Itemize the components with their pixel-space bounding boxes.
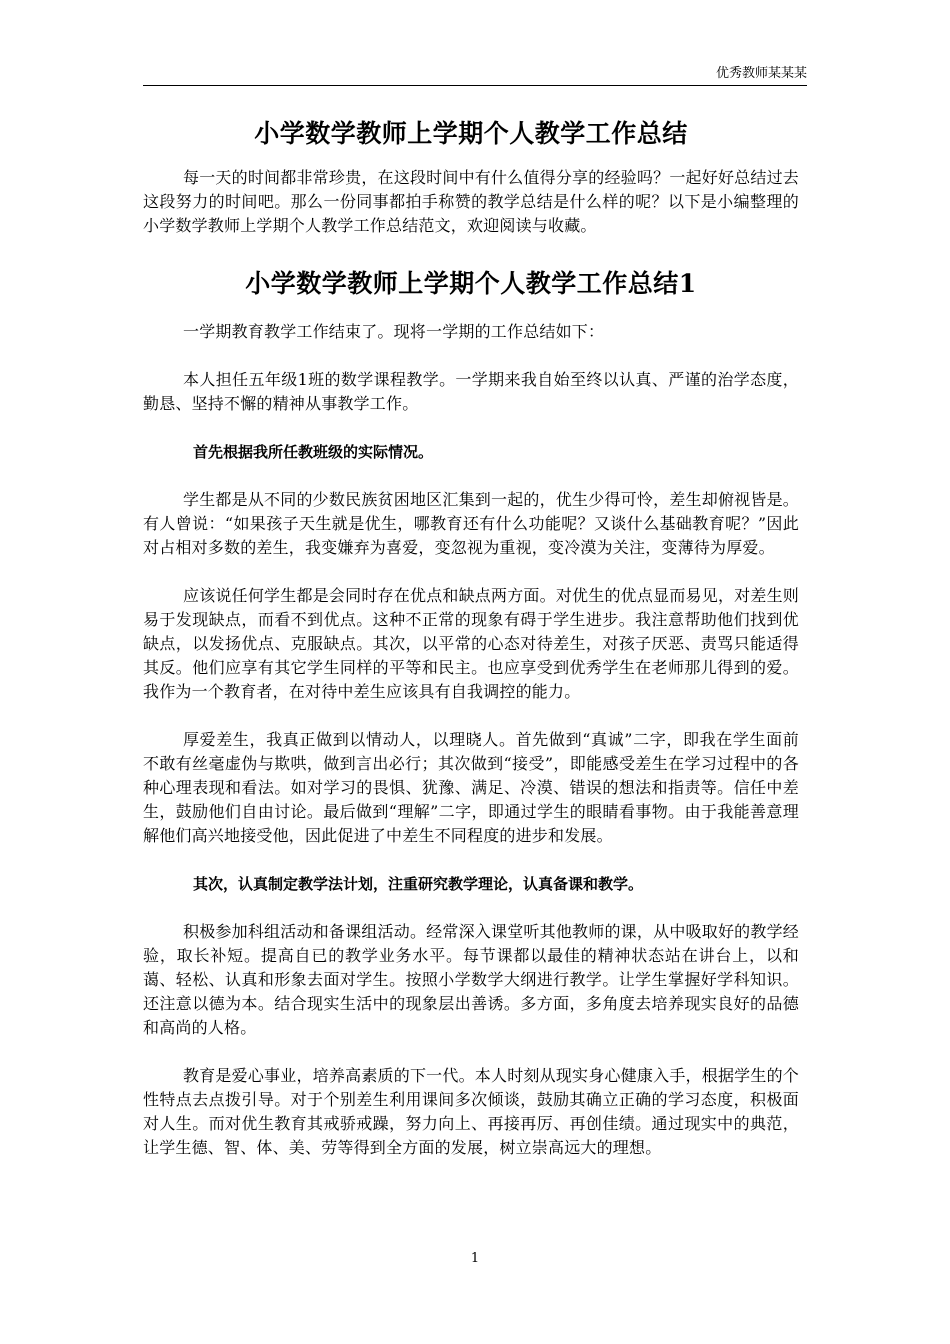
document-title: 小学数学教师上学期个人教学工作总结 xyxy=(254,119,688,148)
header-divider xyxy=(143,85,807,86)
body-paragraph: 一学期教育教学工作结束了。现将一学期的工作总结如下： xyxy=(183,322,605,341)
body-paragraph: 本人担任五年级1班的数学课程教学。一学期来我自始至终以认真、严谨的治学态度，勤恳、坚持不懈的精神从事教学工作。 xyxy=(143,370,799,413)
body-paragraph: 应该说任何学生都是会同时存在优点和缺点两方面。对优生的优点显而易见，对差生则易于发现缺点，而看不到优点。这种不正常的现象有碍于学生进步。我注意帮助他们找到优缺点，以发扬优点、克服缺点。其次，以平常的心态对待差生，对孩子厌恶、责骂只能适得其反。他们应享有其它学生同样的平等和民主。也应享受到优秀学生在老师那儿得到的爱。我作为一个教育者，在对待中差生应该具有自我调控的能力。 xyxy=(143,586,799,701)
intro-paragraph: 每一天的时间都非常珍贵，在这段时间中有什么值得分享的经验吗？一起好好总结过去这段努力的时间吧。那么一份同事都拍手称赞的教学总结是什么样的呢？以下是小编整理的小学数学教师上学期个人教学工作总结范文，欢迎阅读与收藏。 xyxy=(143,168,799,235)
section-title: 小学数学教师上学期个人教学工作总结1 xyxy=(245,269,697,298)
section-heading: 首先根据我所任教班级的实际情况。 xyxy=(193,443,434,461)
body-paragraph: 积极参加科组活动和备课组活动。经常深入课堂听其他教师的课，从中吸取好的教学经验，取长补短。提高自已的教学业务水平。每节课都以最佳的精神状态站在讲台上，以和蔼、轻松、认真和形象去面对学生。按照小学数学大纲进行教学。让学生掌握好学科知识。还注意以德为本。结合现实生活中的现象层出善诱。多方面，多角度去培养现实良好的品德和高尚的人格。 xyxy=(143,922,799,1037)
section-heading: 其次，认真制定教学法计划，注重研究教学理论，认真备课和教学。 xyxy=(193,875,644,893)
page-number: 1 xyxy=(470,1251,480,1266)
body-paragraph: 厚爱差生，我真正做到以情动人，以理晓人。首先做到“真诚”二字，即我在学生面前不敢有丝毫虚伪与欺哄，做到言出必行；其次做到“接受”，即能感受差生在学习过程中的各种心理表现和看法。如对学习的畏惧、犹豫、满足、冷漠、错误的想法和指责等。信任中差生，鼓励他们自由讨论。最后做到“理解”二字，即通过学生的眼睛看事物。由于我能善意理解他们高兴地接受他，因此促进了中差生不同程度的进步和发展。 xyxy=(143,730,799,845)
document-body xyxy=(143,112,799,1160)
page-header-label: 优秀教师某某某 xyxy=(715,66,807,81)
body-paragraph: 学生都是从不同的少数民族贫困地区汇集到一起的，优生少得可怜，差生却俯视皆是。有人曾说：“如果孩子天生就是优生，哪教育还有什么功能呢？又谈什么基础教育呢？”因此对占相对多数的差生，我变嫌弃为喜爱，变忽视为重视，变冷漠为关注，变薄待为厚爱。 xyxy=(143,490,799,557)
body-paragraph: 教育是爱心事业，培养高素质的下一代。本人时刻从现实身心健康入手，根据学生的个性特点去点拨引导。对于个别差生利用课间多次倾谈，鼓励其确立正确的学习态度，积极面对人生。而对优生教育其戒骄戒躁，努力向上、再接再厉、再创佳绩。通过现实中的典范，让学生德、智、体、美、劳等得到全方面的发展，树立崇高远大的理想。 xyxy=(143,1066,799,1157)
